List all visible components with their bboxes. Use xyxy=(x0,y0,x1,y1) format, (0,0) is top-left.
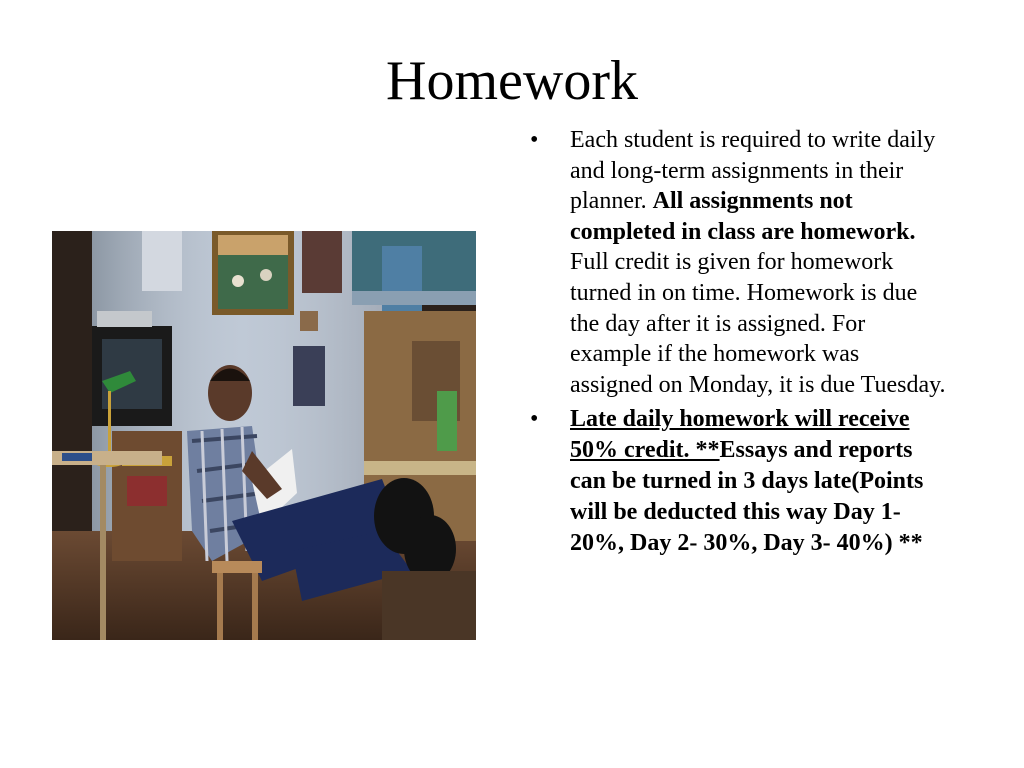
bullet-text: Full credit is given for homework turned in on time. Homework is due the day after it is assigned. For example if the homework was assigned on Monday, it is due Tuesday. xyxy=(570,249,946,398)
late-policy-underlined: Late daily homework will receive 50% credit. ** xyxy=(570,406,910,464)
wall-poster xyxy=(293,346,325,406)
wall-poster xyxy=(302,231,342,293)
wall-poster xyxy=(300,311,318,331)
late-policy-details: Essays and reports can be turned in 3 days late(Points will be deducted this way Day 1- 20%, Day 2- 30%, Day 3- 40%) ** xyxy=(570,437,924,557)
bullet-bold-text: All assignments not completed in class are homework. xyxy=(570,188,916,245)
bullet-daily-assignments xyxy=(527,125,947,400)
bullet-marker: • xyxy=(530,127,539,153)
bullet-marker: • xyxy=(530,406,539,433)
bullet-text: Each student is required to write daily and long-term assignments in their planner. xyxy=(570,127,936,215)
slide-title: Homework xyxy=(386,50,638,112)
framed-poster-icon xyxy=(212,231,294,315)
bullet-late-policy xyxy=(527,404,947,559)
wall-poster xyxy=(142,231,182,291)
television-icon xyxy=(92,311,172,426)
student-studying-photo xyxy=(52,231,476,640)
footrest xyxy=(382,571,476,640)
slide-body xyxy=(527,125,947,559)
